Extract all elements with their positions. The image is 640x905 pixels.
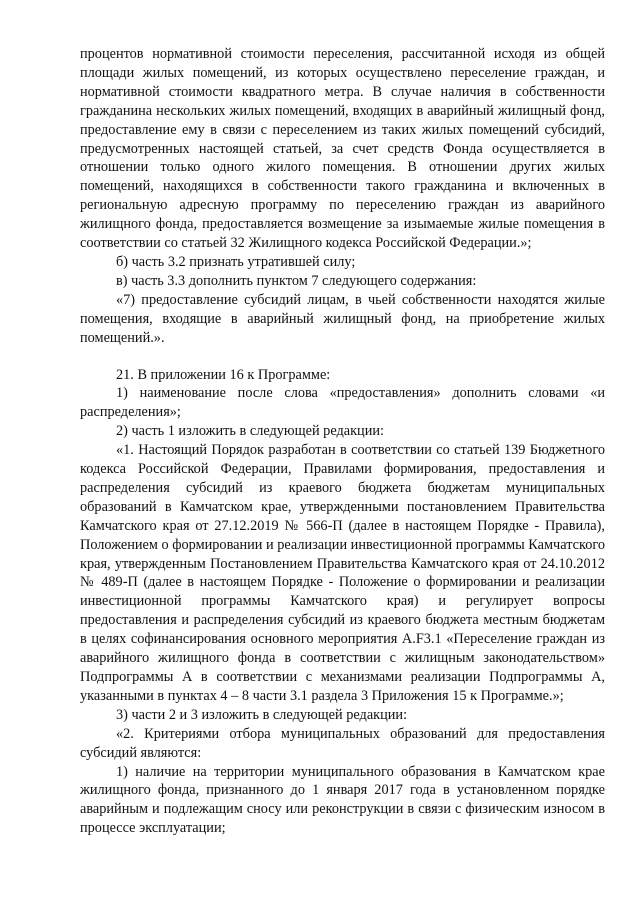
paragraph-item-v: в) часть 3.3 дополнить пунктом 7 следующего содержания: — [116, 272, 477, 289]
paragraph-criterion-1: 1) наличие на территории муниципального образования в Камчатском крае жилищного фонда, признанного до 1 января 2017 года в установленном порядке аварийным и подлежащим сносу или реконструкции в связи с физическим износом в процессе эксплуатации; — [80, 763, 605, 837]
paragraph-section-21: 21. В приложении 16 к Программе: — [116, 366, 331, 383]
paragraph-item-1: 1) наименование после слова «предоставления» дополнить словами «и распределения»; — [80, 385, 605, 421]
paragraph-item-2: 2) часть 1 изложить в следующей редакции: — [116, 423, 384, 440]
paragraph-part-1-text: «1. Настоящий Порядок разработан в соответствии со статьей 139 Бюджетного кодекса Российской Федерации, Правилами формирования, предоставления и распределения субсидий из краевого бюджета бюджетам муниципальных образований в Камчатском крае, утвержденными постановлением Правительства Камчатского края от 27.12.2019 № 566-П (далее в настоящем Порядке - Правила), Положением о формировании и реализации инвестиционной программы Камчатского края, утвержденным Постановлением Правительства Камчатского края от 24.10.2012 № 489-П (далее в настоящем Порядке - Положение о формировании и реализации инвестиционной программы Камчатского края) и регулирует вопросы предоставления и распределения субсидий из краевого бюджета местным бюджетам в целях софинансирования основного мероприятия А.F3.1 «Переселение граждан из аварийного жилищного фонда в соответствии с жилищным законодательством» Подпрограммы А в соответствии с механизмами реализации Подпрограммы А, указанными в пунктах 4 – 8 части 3.1 раздела 3 Приложения 15 к Программе.»; — [80, 442, 606, 704]
paragraph-part-2-criteria: «2. Критериями отбора муниципальных образований для предоставления субсидий являются: — [80, 725, 605, 761]
paragraph-spacer — [80, 348, 605, 366]
paragraph-continuation: процентов нормативной стоимости переселения, рассчитанной исходя из общей площади жилых помещений, из которых осуществлено переселение граждан, и нормативной стоимости квадратного метра. В случае наличия в собственности гражданина нескольких жилых помещений, входящих в аварийный жилищный фонд, предоставление ему в связи с переселением из таких жилых помещений субсидий, предусмотренных настоящей статьей, за счет средств Фонда осуществляется в отношении только одного жилого помещения. В отношении других жилых помещений, находящихся в собственности такого гражданина и включенных в региональную адресную программу по переселению граждан из аварийного жилищного фонда, предоставляется возмещение за изымаемые жилые помещения в соответствии со статьей 32 Жилищного кодекса Российской Федерации.»; — [80, 46, 605, 252]
paragraph-item-3: 3) части 2 и 3 изложить в следующей редакции: — [116, 706, 408, 723]
paragraph-item-b: б) часть 3.2 признать утратившей силу; — [116, 253, 356, 270]
paragraph-point-7: «7) предоставление субсидий лицам, в чьей собственности находятся жилые помещения, входящие в аварийный жилищный фонд, на приобретение жилых помещений.». — [80, 291, 605, 346]
